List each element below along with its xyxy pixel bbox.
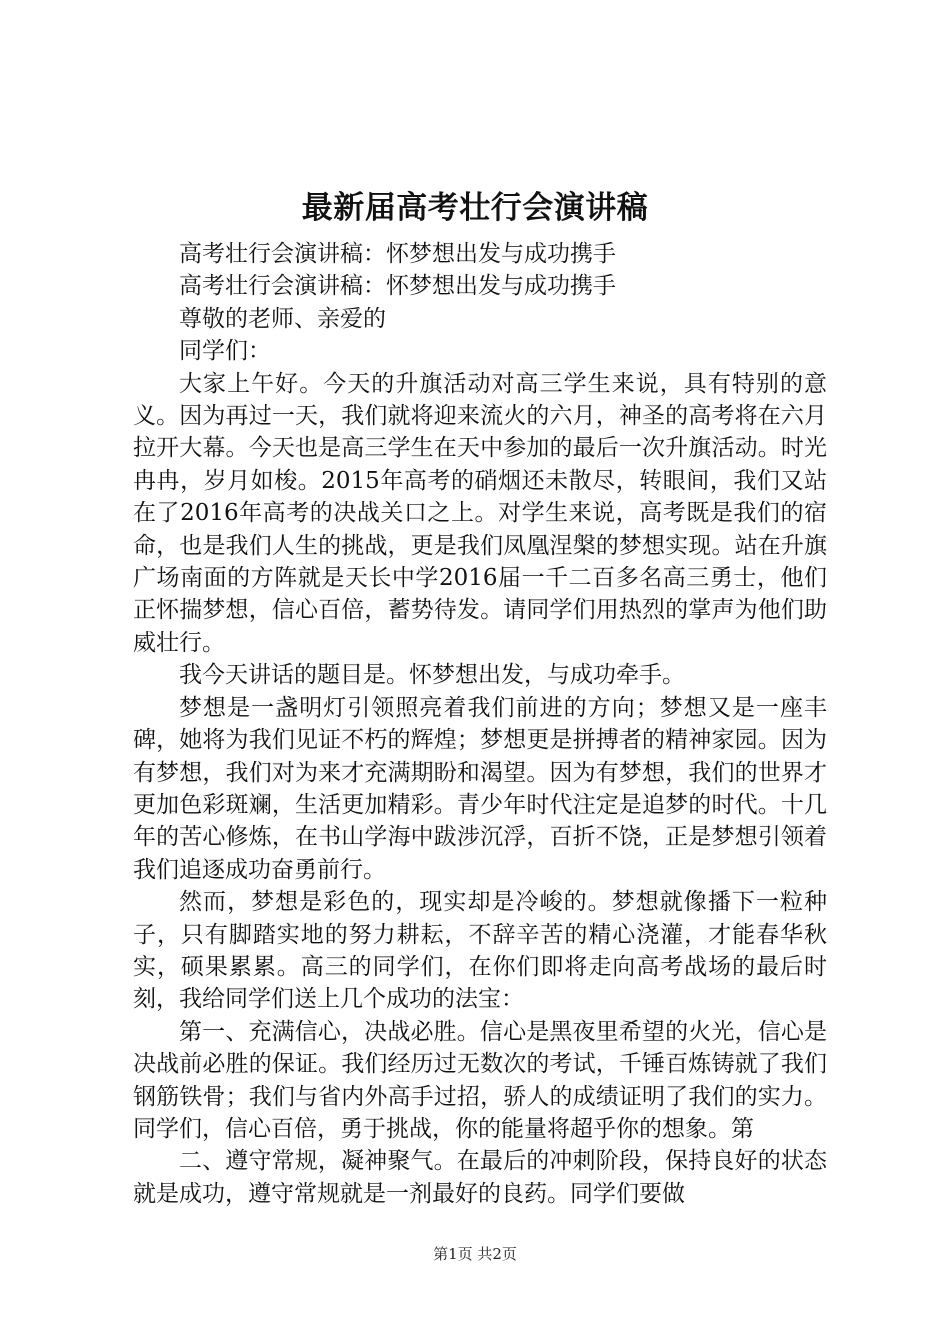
body-paragraph: 然而，梦想是彩色的，现实却是冷峻的。梦想就像播下一粒种子，只有脚踏实地的努力耕耘，不辞辛苦的精心浇灌，才能春华秋实，硕果累累。高三的同学们，在你们即将走向高考战场的最后时刻，我给同学们送上几个成功的法宝： <box>133 889 827 1013</box>
body-paragraph: 我今天讲话的题目是。怀梦想出发，与成功牵手。 <box>179 662 685 689</box>
page-footer: 第1页 共2页 <box>433 1245 517 1263</box>
body-paragraph: 梦想是一盏明灯引领照亮着我们前进的方向；梦想又是一座丰碑，她将为我们见证不朽的辉煌；梦想更是拼搏者的精神家园。因为有梦想，我们对为来才充满期盼和渴望。因为有梦想，我们的世界才更加色彩斑斓，生活更加精彩。青少年时代注定是追梦的时代。十几年的苦心修炼，在书山学海中跋涉沉浮，百折不饶，正是梦想引领着我们追逐成功奋勇前行。 <box>133 694 827 883</box>
subtitle-line: 高考壮行会演讲稿：怀梦想出发与成功携手 <box>179 241 616 267</box>
subtitle-line: 高考壮行会演讲稿：怀梦想出发与成功携手 <box>179 273 616 300</box>
document-title: 最新届高考壮行会演讲稿 <box>301 190 649 226</box>
salutation-line: 尊敬的老师、亲爱的 <box>179 305 386 332</box>
document-body <box>133 238 827 1210</box>
body-paragraph: 大家上午好。今天的升旗活动对高三学生来说，具有特别的意义。因为再过一天，我们就将迎来流火的六月，神圣的高考将在六月拉开大幕。今天也是高三学生在天中参加的最后一次升旗活动。时光冉冉，岁月如梭。2015年高考的硝烟还未散尽，转眼间，我们又站在了2016年高考的决战关口之上。对学生来说，高考既是我们的宿命，也是我们人生的挑战，更是我们凤凰涅槃的梦想实现。站在升旗广场南面的方阵就是天长中学2016届一千二百多名高三勇士，他们正怀揣梦想，信心百倍，蓄势待发。请同学们用热烈的掌声为他们助威壮行。 <box>133 370 827 656</box>
salutation-line: 同学们： <box>179 338 271 365</box>
body-paragraph: 二、遵守常规，凝神聚气。在最后的冲刺阶段，保持良好的状态就是成功，遵守常规就是一剂最好的良药。同学们要做 <box>133 1148 827 1207</box>
body-paragraph: 第一、充满信心，决战必胜。信心是黑夜里希望的火光，信心是决战前必胜的保证。我们经历过无数次的考试，千锤百炼铸就了我们钢筋铁骨；我们与省内外高手过招，骄人的成绩证明了我们的实力。同学们，信心百倍，勇于挑战，你的能量将超乎你的想象。第 <box>133 1018 827 1142</box>
